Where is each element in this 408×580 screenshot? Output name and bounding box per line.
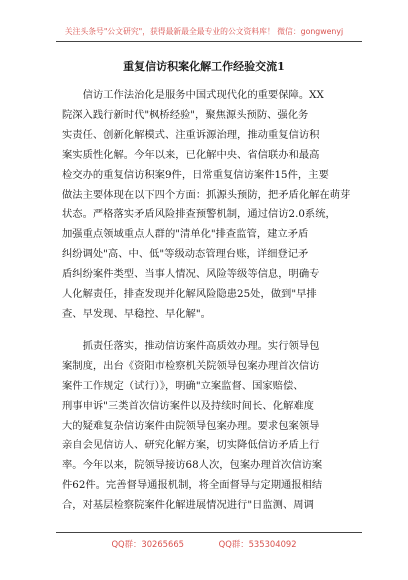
text-line: 件62件。完善督导通报机制，将全面督导与定期通报相结 — [62, 479, 323, 492]
text-line: 合，对基层检察院案件化解进展情况进行"日监测、周调 — [62, 499, 314, 512]
text-line: 率。今年以来，院领导接访68人次，包案办理首次信访案 — [62, 459, 323, 472]
header-rule — [56, 41, 362, 42]
document-body — [62, 86, 350, 516]
text-line: 院深入践行新时代"枫桥经验"，聚焦源头预防、强化务 — [62, 108, 309, 121]
text-line: 纠纷调处"高、中、低"等级动态管理台账，详细登记矛 — [62, 248, 309, 261]
document-title: 重复信访积案化解工作经验交流1 — [123, 60, 285, 73]
text-line: 查、早发现、早稳控、早化解"。 — [62, 307, 211, 320]
footer-rule — [56, 532, 362, 533]
footer — [0, 538, 408, 550]
paragraph-gap — [62, 325, 350, 337]
paragraph-1 — [62, 86, 350, 325]
text-line: 加强重点领域重点人群的"清单化"排查监管，建立矛盾 — [62, 228, 309, 241]
header-note: 关注头条号"公文研究"，获得最新最全最专业的公文资料库！ 微信：gongwenyj — [64, 27, 344, 36]
text-line: 案制度，出台《资阳市检察机关院领导包案办理首次信访 — [62, 359, 320, 372]
text-line: 盾纠纷案件类型、当事人情况、风险等级等信息，明确专 — [62, 268, 320, 281]
footer-qq-group-2: QQ群：535304092 — [218, 539, 297, 549]
text-line: 大的疑难复杂信访案件由院领导包案办理。要求包案领导 — [62, 419, 320, 432]
text-line: 做法主要体现在以下四个方面：抓源头预防，把矛盾化解在萌芽 — [62, 188, 350, 201]
text-line: 实责任、创新化解模式、注重诉源治理，推动重复信访积 — [62, 128, 320, 141]
text-line: 亲自会见信访人、研究化解方案，切实降低信访矛盾上行 — [62, 439, 320, 452]
text-line: 案实质性化解。今年以来，已化解中央、省信联办和最高 — [62, 148, 320, 161]
text-line: 刑事申诉"三类首次信访案件以及持续时间长、化解难度 — [62, 399, 314, 412]
text-line: 抓责任落实，推动信访案件高质效办理。实行领导包 — [82, 339, 320, 352]
paragraph-2 — [62, 337, 350, 516]
text-line: 信访工作法治化是服务中国式现代化的重要保障。XX — [82, 89, 324, 101]
text-line: 案件工作规定（试行）》，明确"立案监督、国家赔偿、 — [62, 379, 304, 392]
text-line: 状态。严格落实矛盾风险排查预警机制，通过信访2.0系统， — [62, 208, 336, 221]
text-line: 检交办的重复信访积案9件，日常重复信访案件15件，主要 — [62, 168, 329, 181]
text-line: 人化解责任，排查发现并化解风险隐患25处，做到"早排 — [62, 288, 317, 301]
footer-qq-group-1: QQ群：30265665 — [111, 539, 184, 549]
